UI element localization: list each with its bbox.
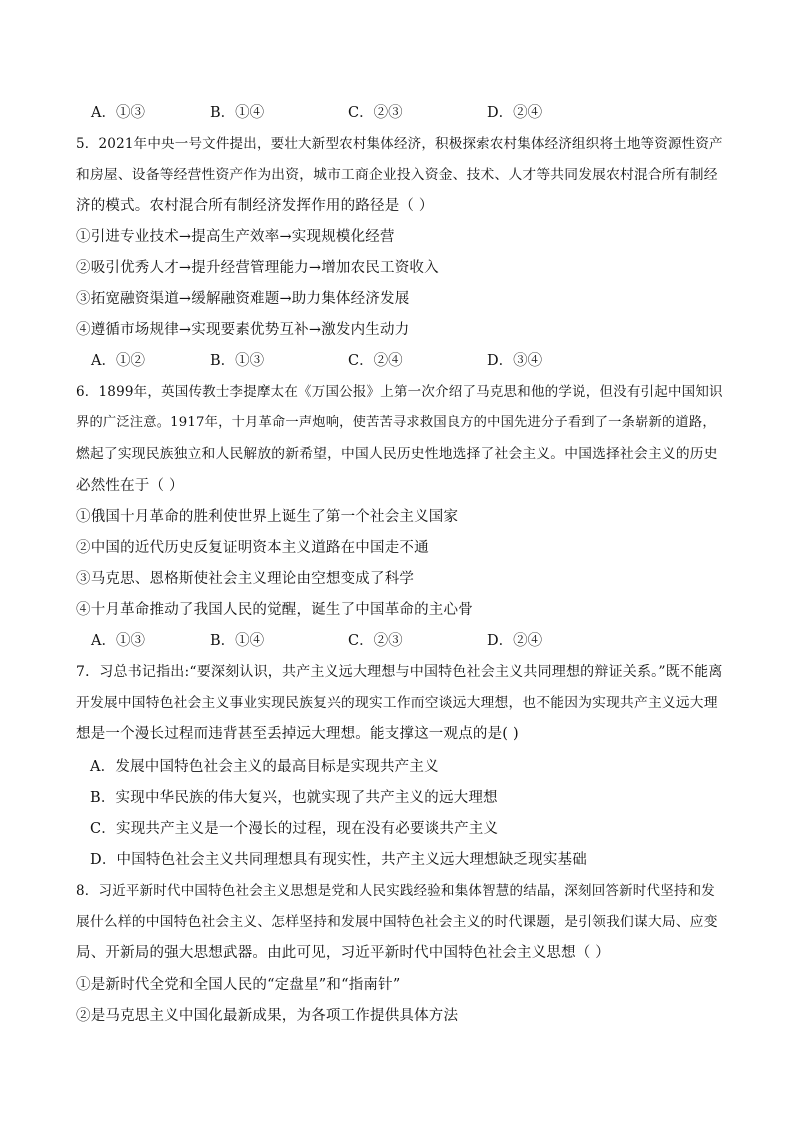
q4-option-d: D．②④ (487, 105, 543, 121)
q6-item-4: ④十月革命推动了我国人民的觉醒，诞生了中国革命的主心骨 (76, 602, 473, 618)
q7-choice-d: D．中国特色社会主义共同理想具有现实性，共产主义远大理想缺乏现实基础 (90, 852, 587, 868)
q5-item-1: ①引进专业技术→提高生产效率→实现规模化经营 (76, 229, 395, 245)
q6-stem-line: 界的广泛注意。1917年，十月革命一声炮响，使苦苦寻求救国良方的中国先进分子看到了一条崭新的道路， (76, 415, 716, 430)
q8-item-2: ②是马克思主义中国化最新成果，为各项工作提供具体方法 (76, 1008, 459, 1024)
q6-item-1: ①俄国十月革命的胜利使世界上诞生了第一个社会主义国家 (76, 509, 459, 525)
q8-stem-line: 展什么样的中国特色社会主义、怎样坚持和发展中国特色社会主义的时代课题，是引领我们谋大局、应变 (76, 914, 718, 930)
q5-stem-line: 5．2021年中央一号文件提出，要壮大新型农村集体经济，积极探索农村集体经济组织将土地等资源性资产 (76, 136, 723, 152)
q5-item-3: ③拓宽融资渠道→缓解融资难题→助力集体经济发展 (76, 291, 410, 307)
q5-item-4: ④遵循市场规律→实现要素优势互补→激发内生动力 (76, 322, 410, 338)
q6-item-3: ③马克思、恩格斯使社会主义理论由空想变成了科学 (76, 571, 415, 587)
q7-choice-a: A．发展中国特色社会主义的最高目标是实现共产主义 (90, 759, 439, 775)
q8-stem-line: 8．习近平新时代中国特色社会主义思想是党和人民实践经验和集体智慧的结晶，深刻回答新时代坚持和发 (76, 883, 715, 899)
q5-option-b: B．①③ (210, 353, 265, 369)
q5-stem-line: 和房屋、设备等经营性资产作为出资，城市工商企业投入资金、技术、人才等共同发展农村混合所有制经 (76, 167, 718, 183)
q4-option-b: B．①④ (210, 105, 265, 121)
q8-stem-line: 局、开新局的强大思想武器。由此可见，习近平新时代中国特色社会主义思想（ ） (76, 945, 611, 961)
q7-stem-line: 开发展中国特色社会主义事业实现民族复兴的现实工作而空谈远大理想，也不能因为实现共产主义远大理 (76, 695, 718, 711)
q5-option-d: D．③④ (487, 353, 543, 369)
q4-option-a: A．①③ (91, 105, 145, 121)
q6-option-c: C．②③ (348, 633, 403, 649)
q5-option-c: C．②④ (348, 353, 403, 369)
q6-item-2: ②中国的近代历史反复证明资本主义道路在中国走不通 (76, 540, 429, 556)
q6-option-a: A．①③ (91, 633, 145, 649)
q6-stem-line: 必然性在于（ ） (76, 478, 184, 494)
q6-option-b: B．①④ (210, 633, 265, 649)
q4-option-c: C．②③ (348, 105, 403, 121)
q7-choice-b: B．实现中华民族的伟大复兴，也就实现了共产主义的远大理想 (90, 790, 498, 806)
q5-stem-line: 济的模式。农村混合所有制经济发挥作用的路径是（ ） (76, 198, 434, 214)
q7-stem-line: 想是一个漫长过程而违背甚至丢掉远大理想。能支撑这一观点的是( ) (76, 726, 519, 742)
q7-choice-c: C．实现共产主义是一个漫长的过程，现在没有必要谈共产主义 (90, 821, 499, 837)
q6-stem-line: 6．1899年，英国传教士李提摩太在《万国公报》上第一次介绍了马克思和他的学说，但没有引起中国知识 (76, 384, 723, 400)
q6-option-d: D．②④ (487, 633, 543, 649)
q5-option-a: A．①② (91, 353, 145, 369)
q7-stem-line: 7．习总书记指出:“要深刻认识，共产主义远大理想与中国特色社会主义共同理想的辩证关系。”既不能离 (76, 664, 723, 680)
q6-stem-line: 燃起了实现民族独立和人民解放的新希望，中国人民历史性地选择了社会主义。中国选择社会主义的历史 (76, 446, 718, 462)
q5-item-2: ②吸引优秀人才→提升经营管理能力→增加农民工资收入 (76, 260, 439, 276)
q8-item-1: ①是新时代全党和全国人民的“定盘星”和“指南针” (76, 977, 401, 993)
